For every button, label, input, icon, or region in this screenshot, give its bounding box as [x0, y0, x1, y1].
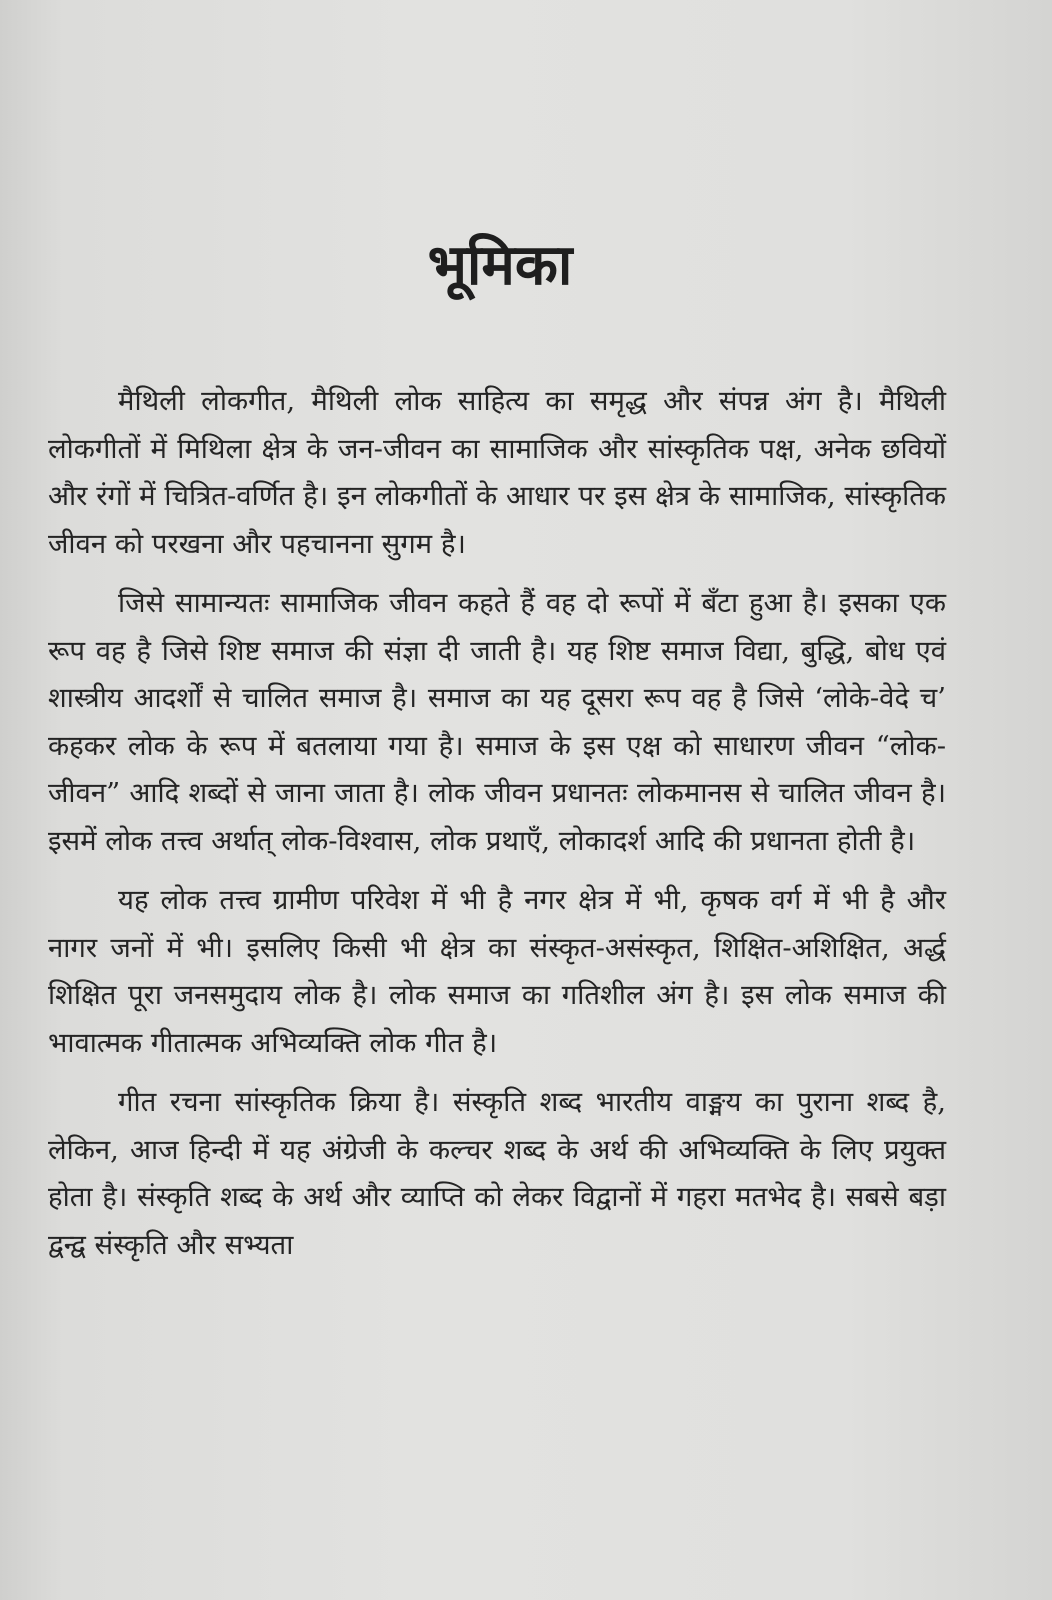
paragraph-2: जिसे सामान्यतः सामाजिक जीवन कहते हैं वह दो रूपों में बँटा हुआ है। इसका एक रूप वह है जिसे शिष्ट समाज की संज्ञा दी जाती है। यह शिष्ट समाज विद्या, बुद्धि, बोध एवं शास्त्रीय आदर्शों से चालित समाज है। समाज का यह दूसरा रूप वह है जिसे ‘लोके-वेदे च’ कहकर लोक के रूप में बतलाया गया है। समाज के इस एक्ष को साधारण जीवन “लोक-जीवन” आदि शब्दों से जाना जाता है। लोक जीवन प्रधानतः लोकमानस से चालित जीवन है। इसमें लोक तत्त्व अर्थात् लोक-विश्वास, लोक प्रथाएँ, लोकादर्श आदि की प्रधानता होती है।: [48, 587, 946, 857]
page-title: भूमिका: [427, 232, 573, 298]
paragraph-4: गीत रचना सांस्कृतिक क्रिया है। संस्कृति शब्द भारतीय वाङ्मय का पुराना शब्द है, लेकिन, आज हिन्दी में यह अंग्रेजी के कल्चर शब्द के अर्थ की अभिव्यक्ति के लिए प्रयुक्त होता है। संस्कृति शब्द के अर्थ और व्याप्ति को लेकर विद्वानों में गहरा मतभेद है। सबसे बड़ा द्वन्द्व संस्कृति और सभ्यता: [48, 1086, 946, 1261]
paragraph-3: यह लोक तत्त्व ग्रामीण परिवेश में भी है नगर क्षेत्र में भी, कृषक वर्ग में भी है और नागर जनों में भी। इसलिए किसी भी क्षेत्र का संस्कृत-असंस्कृत, शिक्षित-अशिक्षित, अर्द्ध शिक्षित पूरा जनसमुदाय लोक है। लोक समाज का गतिशील अंग है। इस लोक समाज की भावात्मक गीतात्मक अभिव्यक्ति लोक गीत है।: [48, 884, 946, 1059]
paragraph-1: मैथिली लोकगीत, मैथिली लोक साहित्य का समृद्ध और संपन्न अंग है। मैथिली लोकगीतों में मिथिला क्षेत्र के जन-जीवन का सामाजिक और सांस्कृतिक पक्ष, अनेक छवियों और रंगों में चित्रित-वर्णित है। इन लोकगीतों के आधार पर इस क्षेत्र के सामाजिक, सांस्कृतिक जीवन को परखना और पहचानना सुगम है।: [48, 385, 946, 560]
body-text: [48, 378, 946, 1281]
